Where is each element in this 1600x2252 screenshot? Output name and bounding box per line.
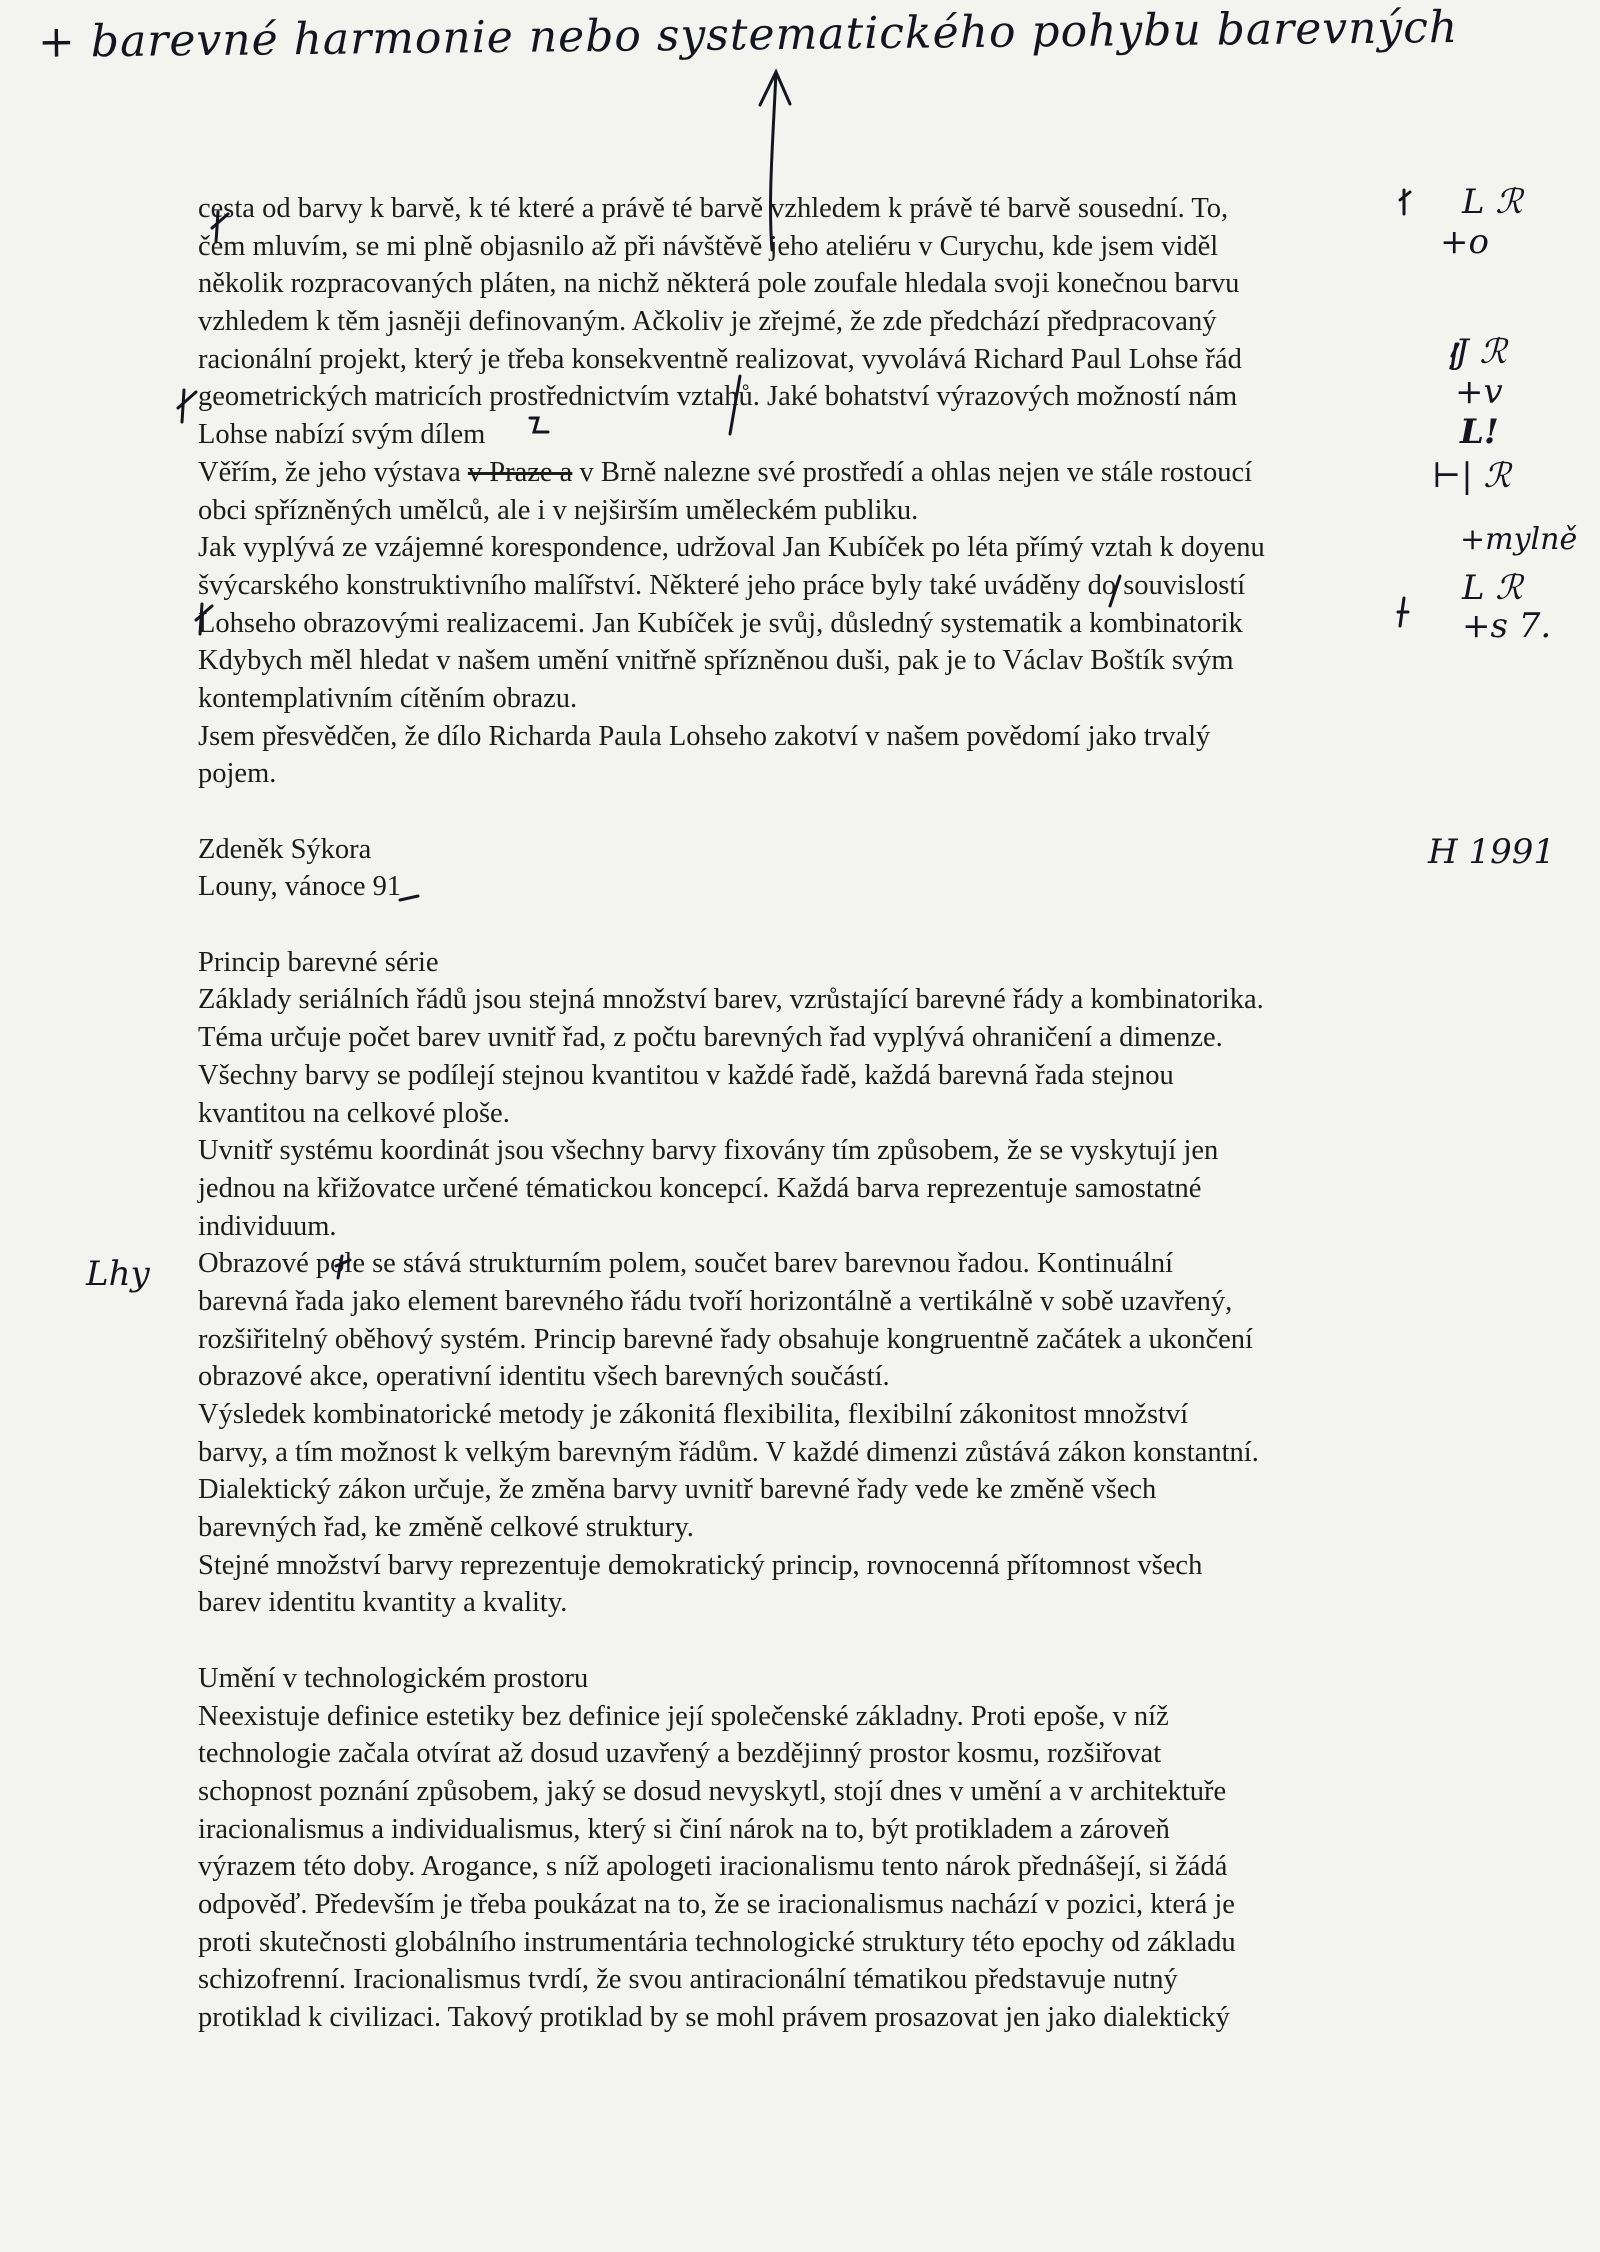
text-line: pojem. — [198, 758, 277, 790]
margin-note: +v — [1455, 372, 1503, 412]
section-color-series — [198, 944, 1438, 1622]
text-line: Jsem přesvědčen, že dílo Richarda Paula Lohseho zakotví v našem povědomí jako trvalý — [198, 720, 1211, 752]
text-line: výrazem této doby. Arogance, s níž apologeti iracionalismu tento nárok přednášejí, si žádá — [198, 1851, 1228, 1883]
text-line: rozšiřitelný oběhový systém. Princip barevné řady obsahuje kongruentně začátek a ukončení — [198, 1323, 1253, 1355]
margin-note: +s 7. — [1462, 606, 1552, 646]
text-line: Stejné množství barvy reprezentuje demokratický princip, rovnocenná přítomnost všech — [198, 1549, 1203, 1581]
signature-block — [198, 831, 1438, 906]
paragraph-exhibition — [198, 454, 1438, 529]
text-line: racionální projekt, který je třeba konsekventně realizovat, vyvolává Richard Paul Lohse řád — [198, 343, 1242, 375]
text-line: schopnost poznání způsobem, jaký se dosud nevyskytl, stojí dnes v umění a v architektuře — [198, 1775, 1227, 1807]
section-title: Umění v technologickém prostoru — [198, 1662, 589, 1694]
text-line: barev identitu kvantity a kvality. — [198, 1587, 568, 1619]
paragraph-lohse-color — [198, 190, 1438, 454]
section-title: Princip barevné série — [198, 946, 439, 978]
text-line: Všechny barvy se podílejí stejnou kvantitou v každé řadě, každá barevná řada stejnou — [198, 1059, 1174, 1091]
spacer — [198, 793, 1438, 831]
author-name: Zdeněk Sýkora — [198, 833, 372, 865]
paragraph-kubicek — [198, 529, 1438, 793]
text-line: schizofrenní. Iracionalismus tvrdí, že svou antiracionální tématikou představuje nutný — [198, 1964, 1178, 1996]
margin-note: +mylně — [1460, 522, 1578, 557]
document-body — [198, 190, 1438, 2037]
text-line: Dialektický zákon určuje, že změna barvy uvnitř barevné řady vede ke změně všech — [198, 1474, 1157, 1506]
text-line: barevných řad, ke změně celkové struktury. — [198, 1512, 694, 1544]
handwritten-annotation-top: + barevné harmonie nebo systematického pohybu barevných — [37, 1, 1459, 68]
text-line: individuum. — [198, 1210, 337, 1242]
text-line: odpověď. Především je třeba poukázat na to, že se iracionalismus nachází v pozici, která je — [198, 1888, 1235, 1920]
text-line: Obrazové pole se stává strukturním polem, součet barev barevnou řadou. Kontinuální — [198, 1248, 1174, 1280]
margin-note: L! — [1460, 412, 1499, 452]
text-line: Kdybych měl hledat v našem umění vnitřně spřízněnou duši, pak je to Václav Boštík svým — [198, 645, 1234, 677]
text-segment: Věřím, že jeho výstava — [198, 456, 468, 488]
text-line: vzhledem k těm jasněji definovaným. Ačkoliv je zřejmé, že zde předchází předpracovaný — [198, 306, 1217, 338]
text-line: Výsledek kombinatorické metody je zákonitá flexibilita, flexibilní zákonitost množství — [198, 1399, 1189, 1430]
text-segment: v Brně nalezne své prostředí a ohlas nejen ve stále rostoucí — [572, 456, 1253, 488]
margin-note: +o — [1440, 222, 1489, 262]
margin-note: J ℛ — [1455, 332, 1507, 372]
text-line: protiklad k civilizaci. Takový protiklad by se mohl právem prosazovat jen jako dialektický — [198, 2002, 1230, 2033]
margin-note: Lhy — [86, 1254, 150, 1294]
text-line: barevná řada jako element barevného řádu tvoří horizontálně a vertikálně v sobě uzavřený, — [198, 1285, 1233, 1317]
text-line: cesta od barvy k barvě, k té které a právě té barvě vzhledem k právě té barvě sousední. To, — [198, 193, 1229, 224]
margin-note: H 1991 — [1428, 832, 1555, 872]
text-line: čem mluvím, se mi plně objasnilo až při návštěvě jeho ateliéru v Curychu, kde jsem viděl — [198, 230, 1219, 262]
text-line: Lohseho obrazovými realizacemi. Jan Kubíček je svůj, důsledný systematik a kombinatorik — [198, 607, 1243, 639]
text-line: jednou na křižovatce určené tématickou koncepcí. Každá barva reprezentuje samostatné — [198, 1172, 1202, 1204]
text-line: kvantitou na celkové ploše. — [198, 1097, 510, 1129]
text-line: barvy, a tím možnost k velkým barevným řádům. V každé dimenzi zůstává zákon konstantní. — [198, 1436, 1259, 1468]
text-line: Základy seriálních řádů jsou stejná množství barev, vzrůstající barevné řády a kombinatorika. — [198, 984, 1264, 1016]
text-line: proti skutečnosti globálního instrumentária technologické struktury této epochy od základu — [198, 1926, 1236, 1958]
spacer — [198, 1622, 1438, 1660]
text-line: Uvnitř systému koordinát jsou všechny barvy fixovány tím způsobem, že se vyskytují jen — [198, 1135, 1219, 1167]
text-line: geometrických matricích prostřednictvím vztahů. Jaké bohatství výrazových možností nám — [198, 381, 1238, 413]
text-line: Téma určuje počet barev uvnitř řad, z počtu barevných řad vyplývá ohraničení a dimenze. — [198, 1022, 1223, 1054]
text-line: technologie začala otvírat až dosud uzavřený a bezdějinný prostor kosmu, rozšiřovat — [198, 1738, 1162, 1770]
place-date: Louny, vánoce 91 — [198, 871, 402, 903]
text-line: obci spřízněných umělců, ale i v nejširším uměleckém publiku. — [198, 494, 919, 526]
margin-note: L ℛ — [1462, 182, 1523, 222]
text-line: iracionalismus a individualismus, který si činí nárok na to, být protikladem a zároveň — [198, 1813, 1170, 1845]
struck-text: v Praze a — [467, 456, 573, 488]
margin-note: L ℛ — [1462, 568, 1523, 608]
margin-note: ⊢| ℛ — [1432, 456, 1511, 496]
text-line: kontemplativním cítěním obrazu. — [198, 682, 578, 714]
text-line: obrazové akce, operativní identitu všech barevných součástí. — [198, 1361, 890, 1393]
text-line: švýcarského konstruktivního malířství. Některé jeho práce byly také uváděny do souvislostí — [198, 569, 1246, 601]
text-line: několik rozpracovaných pláten, na nichž některá pole zoufale hledala svoji konečnou barvu — [198, 268, 1240, 300]
section-technology — [198, 1660, 1438, 2037]
text-line — [198, 454, 1438, 492]
text-line: Jak vyplývá ze vzájemné korespondence, udržoval Jan Kubíček po léta přímý vztah k doyenu — [198, 532, 1265, 564]
spacer — [198, 906, 1438, 944]
insertion-mark — [178, 390, 196, 422]
text-line: Lohse nabízí svým dílem — [198, 419, 486, 451]
insertion-arrow-head — [760, 72, 790, 105]
text-line: Neexistuje definice estetiky bez definice její společenské základny. Proti epoše, v níž — [198, 1700, 1169, 1732]
